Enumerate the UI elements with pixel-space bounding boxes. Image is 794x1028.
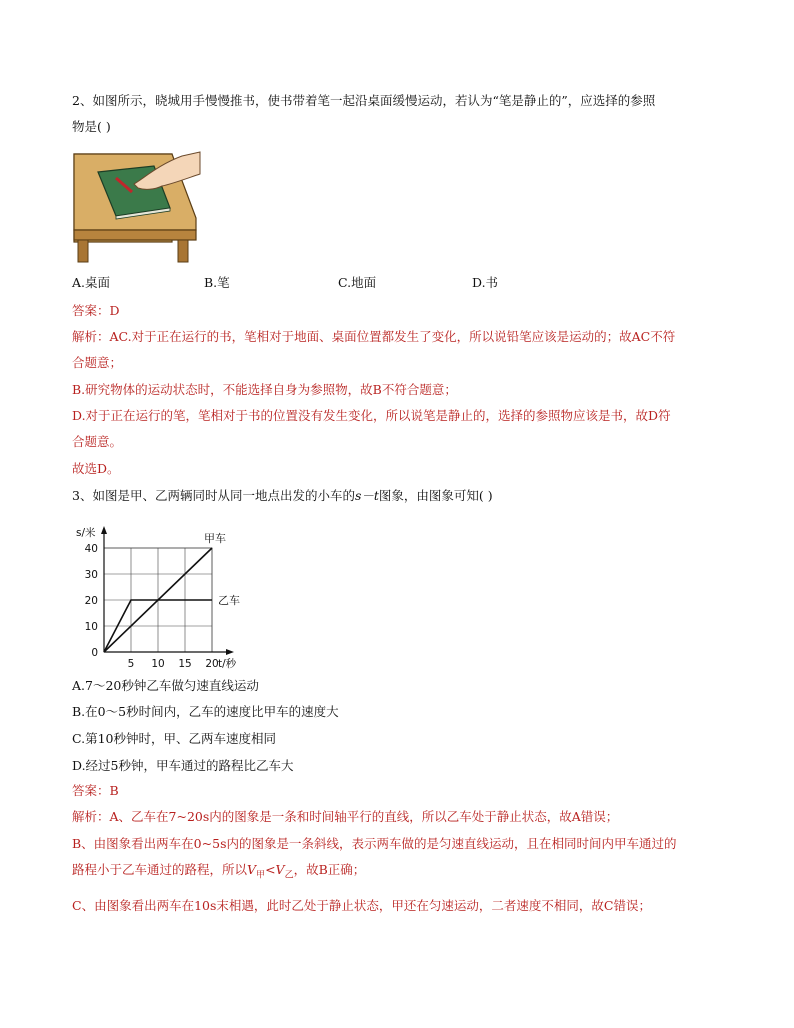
q3-option-d: D.经过5秒钟，甲车通过的路程比乙车大: [72, 758, 294, 773]
y-tick-label: 10: [84, 621, 98, 633]
q3-answer: 答案：B: [72, 783, 119, 798]
y-tick-label: 0: [91, 647, 98, 659]
q3-b-line2-after: ，故B正确；: [293, 862, 366, 877]
x-tick-label: 10: [151, 658, 165, 670]
q3-analysis-line1: 解析：A、乙车在7~20s内的图象是一条和时间轴平行的直线，所以乙车处于静止状态，故A错误；: [72, 809, 619, 824]
q3-stem-after: 图象，由图象可知( ): [378, 488, 493, 503]
q2-answer: 答案：D: [72, 303, 120, 318]
x-tick-label: 5: [127, 658, 135, 670]
q3-option-a: A.7～20秒钟乙车做匀速直线运动: [72, 678, 259, 693]
q3-stem-formula: s－t: [354, 488, 379, 503]
q2-option-d: D.书: [472, 275, 499, 290]
x-tick-label: 20: [205, 658, 219, 670]
y-tick-label: 40: [84, 543, 98, 555]
x-axis-arrow: [226, 649, 234, 655]
q2-analysis-line5: 合题意。: [72, 434, 123, 449]
q3-stem-before: 3、如图是甲、乙两辆同时从同一地点出发的小车的: [72, 488, 355, 503]
q3-b-line2-before: 路程小于乙车通过的路程，所以: [72, 862, 248, 877]
st-graph: [72, 520, 262, 670]
x-axis-label: t/秒: [218, 658, 237, 670]
q2-analysis-line4: D.对于正在运行的笔，笔相对于书的位置没有发生变化，所以说笔是静止的，选择的参照物应该是书，故D符: [72, 408, 671, 423]
q3-stem: [72, 487, 493, 505]
q2-analysis-line6: 故选D。: [72, 461, 120, 476]
series-label-1: 甲车: [204, 532, 226, 545]
v-yi-subscript: 乙: [284, 870, 294, 881]
series-label-2: 乙车: [218, 594, 240, 607]
q2-analysis-line3: B.研究物体的运动状态时，不能选择自身为参照物，故B不符合题意；: [72, 382, 457, 397]
less-than-symbol: <: [265, 862, 276, 877]
x-tick-label: 15: [178, 658, 192, 670]
q2-analysis-line1: 解析：AC.对于正在运行的书，笔相对于地面、桌面位置都发生了变化，所以说铅笔应该是运动的；故AC不符: [72, 329, 676, 344]
y-tick-label: 20: [84, 595, 98, 607]
book-pen-table-illustration: [72, 148, 202, 264]
q2-option-c: C.地面: [338, 275, 377, 290]
v-jia-subscript: 甲: [256, 870, 266, 881]
q2-option-a: A.桌面: [72, 275, 111, 290]
q2-analysis-line2: 合题意；: [72, 355, 123, 370]
q3-analysis-line3: [72, 861, 365, 885]
v-yi-symbol: V: [275, 862, 285, 877]
y-axis-arrow: [101, 526, 107, 534]
q2-stem-line2: 物是( ): [72, 119, 111, 134]
q2-option-b: B.笔: [204, 275, 230, 290]
q3-analysis-line4: C、由图象看出两车在10s末相遇，此时乙处于静止状态，甲还在匀速运动，二者速度不相同，故C错误；: [72, 898, 651, 913]
q3-option-c: C.第10秒钟时，甲、乙两车速度相同: [72, 731, 276, 746]
q2-stem-line1: 2、如图所示，晓城用手慢慢推书，使书带着笔一起沿桌面缓慢运动，若认为“笔是静止的”，应选择的参照: [72, 93, 656, 108]
y-tick-label: 30: [84, 569, 98, 581]
q3-analysis-line2: B、由图象看出两车在0~5s内的图象是一条斜线，表示两车做的是匀速直线运动，且在相同时间内甲车通过的: [72, 836, 677, 851]
q3-option-b: B.在0～5秒时间内，乙车的速度比甲车的速度大: [72, 704, 339, 719]
v-jia-symbol: V: [247, 862, 257, 877]
y-axis-label: s/米: [76, 527, 96, 539]
